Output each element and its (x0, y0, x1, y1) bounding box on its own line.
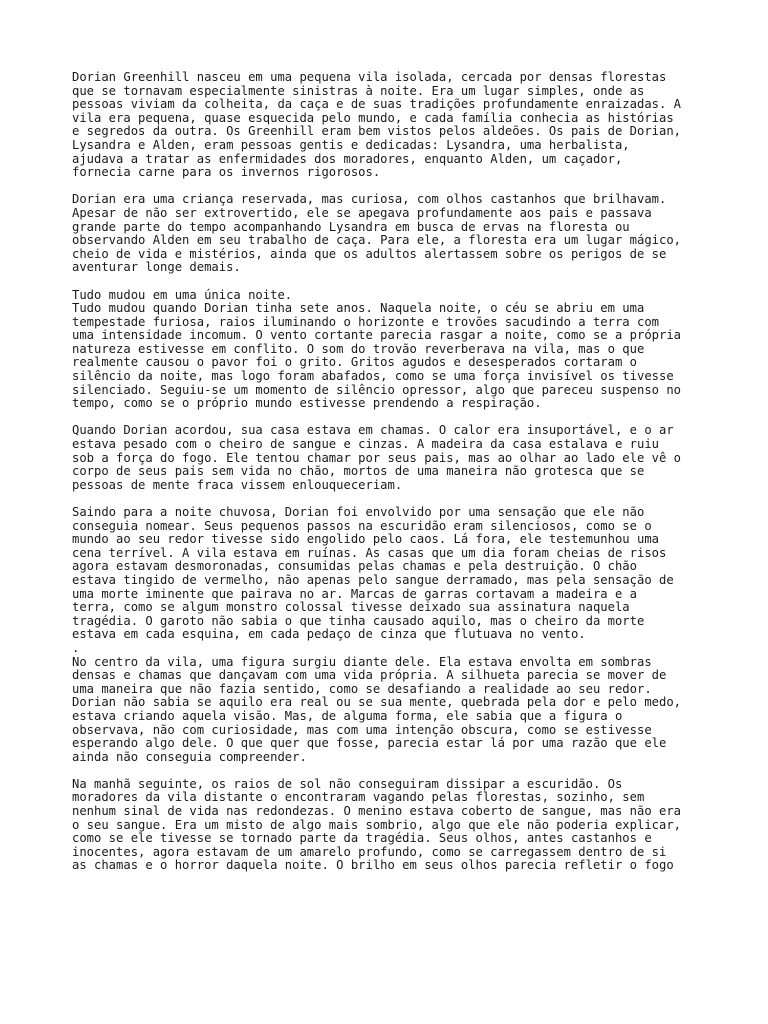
text-line: pessoas viviam da colheita, da caça e de suas tradições profundamente enraizadas. A (72, 97, 682, 112)
text-line: terra, como se algum monstro colossal tivesse deixado sua assinatura naquela (72, 600, 630, 615)
text-line: Dorian não sabia se aquilo era real ou se sua mente, quebrada pela dor e pelo medo, (72, 695, 682, 710)
text-line: natureza estivesse em conflito. O som do trovão reverberava na vila, mas o que (72, 341, 645, 356)
text-line: como se ele tivesse se tornado parte da tragédia. Seus olhos, antes castanhos e (72, 831, 652, 846)
text-line: estava em cada esquina, em cada pedaço de cinza que flutuava no vento. (72, 627, 586, 642)
text-line: Tudo mudou quando Dorian tinha sete anos. Naquela noite, o céu se abriu em uma (72, 301, 645, 316)
text-line: tempestade furiosa, raios iluminando o horizonte e trovões sacudindo a terra com (72, 314, 659, 329)
text-line: uma intensidade incomum. O vento cortante parecia rasgar a noite, como se a própria (72, 328, 682, 343)
paragraph-2 (72, 193, 712, 275)
text-line: No centro da vila, uma figura surgiu diante dele. Ela estava envolta em sombras (72, 654, 652, 669)
paragraph-7 (72, 778, 712, 873)
text-line: Quando Dorian acordou, sua casa estava em chamas. O calor era insuportável, e o ar (72, 423, 674, 438)
text-line: observava, não com curiosidade, mas com uma intenção obscura, como se estivesse (72, 722, 652, 737)
text-line: uma maneira que não fazia sentido, como se desafiando a realidade ao seu redor. (72, 681, 652, 696)
paragraph-1 (72, 71, 712, 180)
text-line: silenciado. Seguiu-se um momento de silêncio opressor, algo que pareceu suspenso no (72, 382, 682, 397)
text-line: que se tornavam especialmente sinistras à noite. Era um lugar simples, onde as (72, 83, 645, 98)
text-line: vila era pequena, quase esquecida pelo mundo, e cada família conhecia as histórias (72, 110, 674, 125)
text-line: o seu sangue. Era um misto de algo mais sombrio, algo que ele não poderia explicar, (72, 817, 682, 832)
text-line: Tudo mudou em uma única noite. (72, 287, 293, 302)
text-line: cena terrível. A vila estava em ruínas. As casas que um dia foram cheias de risos (72, 545, 667, 560)
paragraph-5 (72, 506, 712, 656)
paragraph-6 (72, 656, 712, 765)
text-line: ainda não conseguia compreender. (72, 749, 307, 764)
text-line: grande parte do tempo acompanhando Lysandra em busca de ervas na floresta ou (72, 219, 630, 234)
text-line: pessoas de mente fraca vissem enlouqueceriam. (72, 477, 403, 492)
text-line: estava tingido de vermelho, não apenas pelo sangue derramado, mas pela sensação de (72, 572, 674, 587)
text-line: moradores da vila distante o encontraram vagando pelas florestas, sozinho, sem (72, 790, 645, 805)
text-line: uma morte iminente que pairava no ar. Marcas de garras cortavam a madeira e a (72, 586, 637, 601)
text-line: Lysandra e Alden, eram pessoas gentis e dedicadas: Lysandra, uma herbalista, (72, 137, 630, 152)
text-line: esperando algo dele. O que quer que fosse, parecia estar lá por uma razão que ele (72, 736, 667, 751)
text-line: e segredos da outra. Os Greenhill eram bem vistos pelos aldeões. Os pais de Dorian, (72, 124, 682, 139)
text-line: estava criando aquela visão. Mas, de alguma forma, ele sabia que a figura o (72, 708, 623, 723)
text-line: conseguia nomear. Seus pequenos passos na escuridão eram silenciosos, como se o (72, 518, 652, 533)
text-line: nenhum sinal de vida nas redondezas. O menino estava coberto de sangue, mas não era (72, 804, 682, 819)
text-line: mundo ao seu redor tivesse sido engolido pelo caos. Lá fora, ele testemunhou uma (72, 532, 659, 547)
text-line: ajudava a tratar as enfermidades dos moradores, enquanto Alden, um caçador, (72, 151, 623, 166)
text-line: fornecia carne para os invernos rigorosos. (72, 165, 381, 180)
text-line: . (72, 640, 80, 655)
text-line: agora estavam desmoronadas, consumidas pelas chamas e pela destruição. O chão (72, 559, 637, 574)
text-line: corpo de seus pais sem vida no chão, mortos de uma maneira não grotesca que se (72, 464, 645, 479)
paragraph-3 (72, 289, 712, 411)
paragraph-4 (72, 424, 712, 492)
text-line: Saindo para a noite chuvosa, Dorian foi envolvido por uma sensação que ele não (72, 505, 645, 519)
text-line: as chamas e o horror daquela noite. O brilho em seus olhos parecia refletir o fogo (72, 858, 674, 873)
text-line: aventurar longe demais. (72, 260, 241, 275)
text-line: silêncio da noite, mas logo foram abafados, como se uma força invisível os tivesse (72, 369, 674, 384)
text-line: densas e chamas que dançavam com uma vida própria. A silhueta parecia se mover de (72, 668, 667, 683)
text-line: sob a força do fogo. Ele tentou chamar por seus pais, mas ao olhar ao lado ele vê o (72, 450, 682, 465)
text-line: realmente causou o pavor foi o grito. Gritos agudos e desesperados cortaram o (72, 355, 637, 370)
text-line: inocentes, agora estavam de um amarelo profundo, como se carregassem dentro de si (72, 844, 667, 859)
text-line: tempo, como se o próprio mundo estivesse prendendo a respiração. (72, 396, 542, 411)
text-line: estava pesado com o cheiro de sangue e cinzas. A madeira da casa estalava e ruiu (72, 437, 659, 452)
text-line: observando Alden em seu trabalho de caça. Para ele, a floresta era um lugar mágico, (72, 233, 682, 248)
text-line: Na manhã seguinte, os raios de sol não conseguiram dissipar a escuridão. Os (72, 776, 623, 791)
text-line: cheio de vida e mistérios, ainda que os adultos alertassem sobre os perigos de se (72, 246, 667, 261)
text-line: Dorian era uma criança reservada, mas curiosa, com olhos castanhos que brilhavam. (72, 192, 667, 207)
document-body (72, 71, 712, 887)
text-line: tragédia. O garoto não sabia o que tinha causado aquilo, mas o cheiro da morte (72, 613, 645, 628)
text-line: Dorian Greenhill nasceu em uma pequena vila isolada, cercada por densas florestas (72, 70, 667, 84)
text-line: Apesar de não ser extrovertido, ele se apegava profundamente aos pais e passava (72, 205, 652, 220)
